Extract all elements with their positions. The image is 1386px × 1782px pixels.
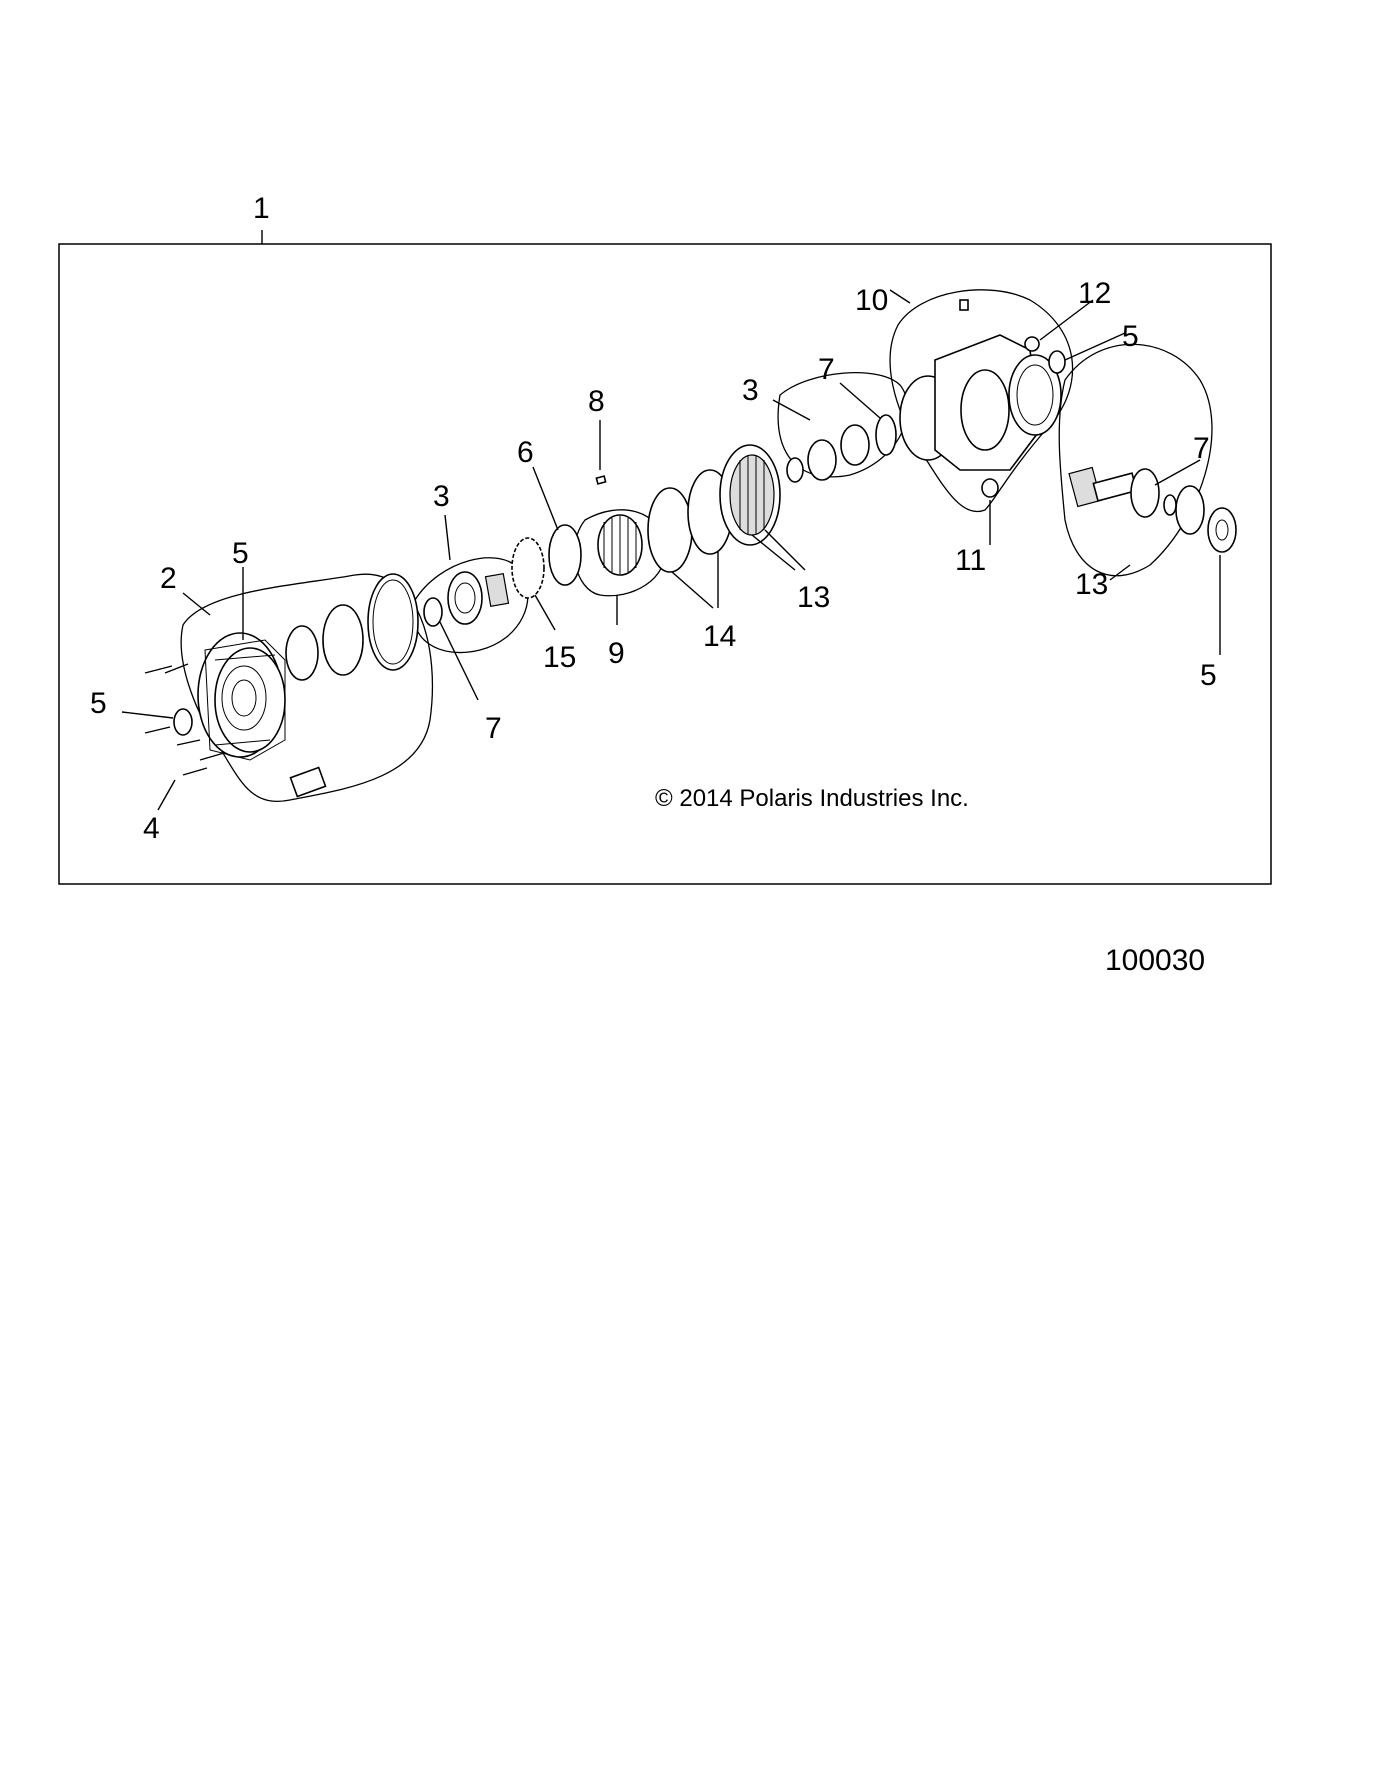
clip-part-14a	[648, 488, 692, 572]
plate-part-15	[512, 538, 544, 598]
leader-14a	[672, 572, 713, 608]
callout-12: 12	[1078, 277, 1112, 310]
vent-part	[290, 767, 325, 796]
bearing-part-7-left	[424, 598, 442, 626]
housing-cover-part	[198, 633, 285, 760]
leader-7b	[840, 383, 880, 418]
ring-large-part	[368, 574, 418, 670]
leader-4	[158, 780, 175, 810]
callout-10: 10	[855, 284, 889, 317]
ring-gear-part-13	[720, 445, 780, 545]
roller-cage-part-9	[598, 515, 642, 575]
leader-5b	[122, 712, 173, 718]
callout-9: 9	[608, 637, 625, 670]
plug-part-11	[982, 479, 998, 497]
pinion-shaft-part-13	[1069, 467, 1137, 506]
ring-medium-part	[323, 605, 363, 675]
bearing-part-7-far	[1131, 469, 1159, 517]
callout-13-pinion: 13	[1075, 568, 1109, 601]
callout-14: 14	[703, 620, 737, 653]
callout-6: 6	[517, 436, 534, 469]
callout-8: 8	[588, 385, 605, 418]
callout-5-left: 5	[90, 687, 107, 720]
seal-part-5-left	[174, 709, 192, 735]
callout-3-left: 3	[433, 480, 450, 513]
leader-3a	[445, 515, 450, 560]
leader-15	[535, 595, 555, 630]
callout-15: 15	[543, 641, 577, 674]
gear-part-3-left	[486, 574, 509, 607]
callout-3-right: 3	[742, 374, 759, 407]
leader-7a	[440, 622, 478, 700]
washer-part-13	[1164, 495, 1176, 515]
figure-id: 100030	[1105, 944, 1206, 977]
copyright-notice: © 2014 Polaris Industries Inc.	[655, 785, 969, 812]
callout-7-left: 7	[485, 712, 502, 745]
callout-1: 1	[253, 192, 270, 225]
ring-part-13	[1176, 486, 1204, 534]
group-outline-13b	[1059, 344, 1212, 575]
bearing-part-3-right-a	[787, 458, 803, 482]
plate-part-6	[549, 525, 581, 585]
bearing-part-3-right-c	[841, 425, 869, 465]
leader-13a	[752, 535, 795, 570]
callout-7-far: 7	[1193, 432, 1210, 465]
main-housing-part-10	[900, 300, 1061, 470]
pin-part-8	[596, 476, 605, 484]
bearing-part-3-right-b	[808, 440, 836, 480]
bearing-part-3-left	[448, 572, 482, 624]
callout-2: 2	[160, 562, 177, 595]
callout-7-right: 7	[818, 353, 835, 386]
callout-13-gear: 13	[797, 581, 831, 614]
bearing-part-7-right	[876, 415, 896, 455]
leader-13c	[1110, 565, 1130, 580]
leader-6	[533, 467, 558, 530]
plug-part-12	[1025, 337, 1039, 351]
callout-5-far: 5	[1200, 659, 1217, 692]
callout-5-top: 5	[1122, 320, 1139, 353]
seal-part-5-top	[1049, 351, 1065, 373]
callout-5-cover: 5	[232, 537, 249, 570]
callout-4: 4	[143, 812, 160, 845]
seal-part-5-far	[1208, 508, 1236, 552]
leader-10	[890, 290, 910, 303]
ring-small-part	[286, 626, 318, 680]
callout-11: 11	[955, 544, 987, 577]
